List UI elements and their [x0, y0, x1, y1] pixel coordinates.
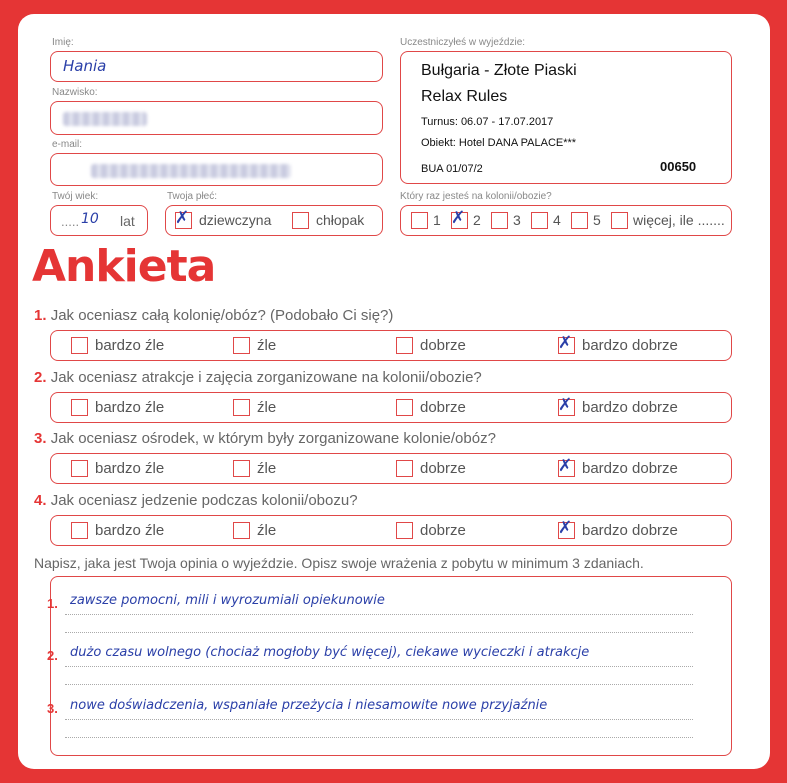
q1-bardzo-dobrze-checkbox[interactable]	[558, 333, 575, 354]
wiek-value: 10	[81, 211, 99, 227]
plec-label: Twoja płeć:	[167, 191, 218, 202]
q2-bardzo-zle-label: bardzo źle	[95, 399, 165, 416]
times-label: Który raz jesteś na kolonii/obozie?	[400, 191, 552, 202]
times-option-1: 1	[433, 212, 441, 228]
plec-chlopak-label: chłopak	[316, 212, 365, 228]
q1-bardzo-dobrze-label: bardzo dobrze	[582, 337, 678, 354]
q4-bardzo-zle-label: bardzo źle	[95, 522, 165, 539]
opinion-3-number: 3.	[47, 701, 58, 716]
q3-dobrze-checkbox[interactable]	[396, 460, 413, 477]
question-3-scale	[50, 453, 732, 484]
q4-bardzo-dobrze-label: bardzo dobrze	[582, 522, 678, 539]
opinion-line-1	[65, 614, 693, 615]
q1-dobrze-checkbox[interactable]	[396, 337, 413, 354]
times-checkbox-1[interactable]	[411, 212, 428, 229]
imie-label: Imię:	[52, 37, 74, 48]
opinion-prompt: Napisz, jaka jest Twoja opinia o wyjeździe. Opisz swoje wrażenia z pobytu w minimum 3 zdaniach.	[34, 555, 644, 571]
plec-field	[165, 205, 383, 236]
check-mark-icon: ✗	[451, 208, 466, 228]
email-label: e-mail:	[52, 139, 83, 150]
q2-bardzo-zle-checkbox[interactable]	[71, 399, 88, 416]
question-3-number: 3.	[34, 430, 47, 447]
times-checkbox-2[interactable]	[451, 208, 468, 229]
email-field[interactable]	[50, 153, 383, 186]
opinion-2-text[interactable]: dużo czasu wolnego (chociaż mogłoby być więcej), ciekawe wycieczki i atrakcje	[70, 645, 590, 660]
opinion-line-2b	[65, 684, 693, 685]
question-4-text: Jak oceniasz jedzenie podczas kolonii/obozu?	[50, 492, 358, 509]
question-2	[34, 369, 482, 386]
trip-number: 00650	[660, 159, 697, 174]
question-1	[34, 307, 393, 324]
q1-bardzo-zle-checkbox[interactable]	[71, 337, 88, 354]
question-3-text: Jak oceniasz ośrodek, w którym były zorganizowane kolonie/obóz?	[50, 430, 496, 447]
trip-label: Uczestniczyłeś w wyjeździe:	[400, 37, 526, 48]
opinion-1-number: 1.	[47, 596, 58, 611]
question-2-number: 2.	[34, 369, 47, 386]
check-mark-icon: ✗	[175, 208, 190, 228]
question-4-number: 4.	[34, 492, 47, 509]
q3-bardzo-zle-label: bardzo źle	[95, 460, 165, 477]
q2-zle-label: źle	[257, 399, 277, 416]
question-3	[34, 430, 496, 447]
opinion-line-1b	[65, 632, 693, 633]
trip-program: Relax Rules	[421, 88, 508, 105]
q4-bardzo-dobrze-checkbox[interactable]	[558, 518, 575, 539]
q4-bardzo-zle-checkbox[interactable]	[71, 522, 88, 539]
q3-bardzo-zle-checkbox[interactable]	[71, 460, 88, 477]
q2-bardzo-dobrze-checkbox[interactable]	[558, 395, 575, 416]
q1-zle-label: źle	[257, 337, 277, 354]
nazwisko-redacted	[63, 112, 147, 126]
times-option-5: 5	[593, 212, 601, 228]
times-checkbox-more[interactable]	[611, 212, 628, 229]
times-checkbox-3[interactable]	[491, 212, 508, 229]
imie-field[interactable]	[50, 51, 383, 82]
q1-zle-checkbox[interactable]	[233, 337, 250, 354]
opinion-line-3	[65, 719, 693, 720]
q4-zle-checkbox[interactable]	[233, 522, 250, 539]
q1-dobrze-label: dobrze	[420, 337, 466, 354]
survey-title: Ankieta	[32, 241, 216, 292]
question-1-number: 1.	[34, 307, 47, 324]
q4-dobrze-checkbox[interactable]	[396, 522, 413, 539]
times-checkbox-4[interactable]	[531, 212, 548, 229]
wiek-dots: .....	[61, 214, 80, 229]
question-1-scale	[50, 330, 732, 361]
plec-dziewczyna-checkbox[interactable]	[175, 208, 192, 229]
q3-dobrze-label: dobrze	[420, 460, 466, 477]
times-option-4: 4	[553, 212, 561, 228]
trip-code: BUA 01/07/2	[421, 163, 483, 175]
q2-dobrze-checkbox[interactable]	[396, 399, 413, 416]
trip-destination: Bułgaria - Złote Piaski	[421, 62, 577, 79]
wiek-field[interactable]	[50, 205, 148, 236]
opinion-3-text[interactable]: nowe doświadczenia, wspaniałe przeżycia i niesamowite nowe przyjaźnie	[70, 698, 548, 713]
check-mark-icon: ✗	[558, 518, 573, 538]
plec-dziewczyna-label: dziewczyna	[199, 212, 272, 228]
q4-dobrze-label: dobrze	[420, 522, 466, 539]
trip-turnus: Turnus: 06.07 - 17.07.2017	[421, 116, 554, 128]
check-mark-icon: ✗	[558, 456, 573, 476]
email-redacted	[91, 164, 291, 178]
trip-ticket	[400, 51, 732, 184]
q4-zle-label: źle	[257, 522, 277, 539]
question-2-text: Jak oceniasz atrakcje i zajęcia zorganizowane na kolonii/obozie?	[50, 369, 482, 386]
question-2-scale	[50, 392, 732, 423]
question-4	[34, 492, 358, 509]
trip-obiekt: Obiekt: Hotel DANA PALACE***	[421, 137, 577, 149]
check-mark-icon: ✗	[558, 333, 573, 353]
opinion-line-3b	[65, 737, 693, 738]
q3-zle-label: źle	[257, 460, 277, 477]
times-option-2: 2	[473, 212, 481, 228]
q2-zle-checkbox[interactable]	[233, 399, 250, 416]
q3-bardzo-dobrze-label: bardzo dobrze	[582, 460, 678, 477]
q2-bardzo-dobrze-label: bardzo dobrze	[582, 399, 678, 416]
times-option-3: 3	[513, 212, 521, 228]
opinion-2-number: 2.	[47, 648, 58, 663]
q3-zle-checkbox[interactable]	[233, 460, 250, 477]
question-1-text: Jak oceniasz całą kolonię/obóz? (Podobało Ci się?)	[50, 307, 394, 324]
opinion-1-text[interactable]: zawsze pomocni, mili i wyrozumiali opiekunowie	[70, 593, 385, 608]
times-option-more: więcej, ile .......	[633, 212, 725, 228]
nazwisko-label: Nazwisko:	[52, 87, 98, 98]
wiek-unit: lat	[120, 213, 135, 229]
plec-chlopak-checkbox[interactable]	[292, 212, 309, 229]
wiek-label: Twój wiek:	[52, 191, 99, 202]
times-checkbox-5[interactable]	[571, 212, 588, 229]
imie-value: Hania	[63, 57, 107, 75]
opinion-line-2	[65, 666, 693, 667]
times-field	[400, 205, 732, 236]
q1-bardzo-zle-label: bardzo źle	[95, 337, 165, 354]
nazwisko-field[interactable]	[50, 101, 383, 135]
q3-bardzo-dobrze-checkbox[interactable]	[558, 456, 575, 477]
question-4-scale	[50, 515, 732, 546]
check-mark-icon: ✗	[558, 395, 573, 415]
q2-dobrze-label: dobrze	[420, 399, 466, 416]
